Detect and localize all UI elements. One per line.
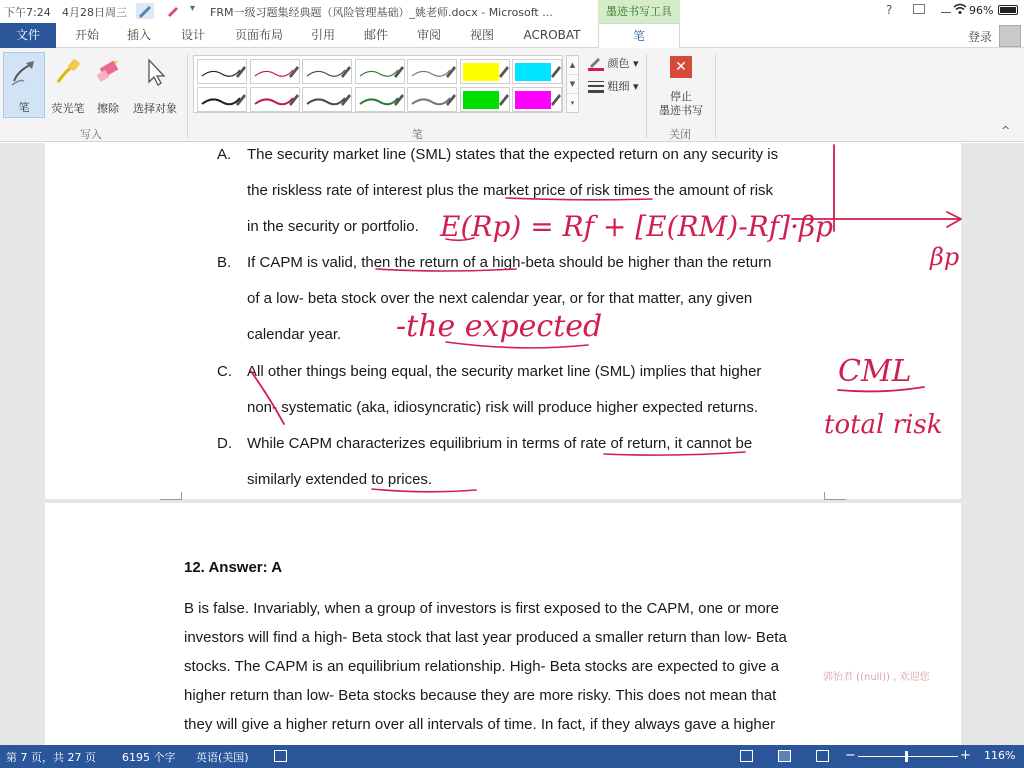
option-c-line-2: non- systematic (aka, idiosyncratic) risk will produce higher expected returns. bbox=[247, 399, 759, 416]
highlighter-quick-icon[interactable] bbox=[164, 3, 182, 19]
answer-line-1: B is false. Invariably, when a group of investors is first exposed to the CAPM, one or more bbox=[184, 600, 779, 617]
pen-swatch[interactable] bbox=[460, 59, 510, 84]
pen-swatch[interactable] bbox=[512, 59, 562, 84]
highlighter-icon bbox=[52, 56, 84, 88]
zoom-level[interactable]: 116% bbox=[984, 749, 1016, 762]
language-indicator[interactable]: 英语(美国) bbox=[196, 751, 249, 764]
pen-swatch[interactable] bbox=[250, 87, 300, 112]
select-cursor-icon bbox=[139, 56, 171, 88]
pen-gallery-scroll[interactable] bbox=[566, 55, 579, 113]
ink-beta-label: βp bbox=[930, 243, 960, 271]
wifi-icon bbox=[953, 3, 967, 18]
status-time: 下午7:24 bbox=[4, 6, 51, 19]
pen-swatch[interactable] bbox=[250, 59, 300, 84]
ribbon-divider bbox=[715, 54, 716, 138]
pen-swatch[interactable] bbox=[197, 87, 247, 112]
pen-swatch[interactable] bbox=[407, 59, 457, 84]
eraser-icon bbox=[92, 56, 124, 88]
crop-mark bbox=[160, 492, 182, 500]
ink-cml-note: CML bbox=[838, 354, 912, 389]
print-layout-icon[interactable] bbox=[778, 750, 791, 762]
answer-line-4: higher return than low- Beta stocks because they are more risky. This does not mean that bbox=[184, 687, 777, 704]
login-link[interactable]: 登录 bbox=[968, 30, 993, 44]
page-count[interactable]: 第 7 页，共 27 页 bbox=[6, 751, 96, 764]
zoom-slider-thumb[interactable] bbox=[905, 751, 908, 762]
web-layout-icon[interactable] bbox=[816, 750, 829, 762]
group-write-label: 写入 bbox=[80, 128, 102, 141]
tab-design[interactable]: 设计 bbox=[180, 28, 205, 42]
close-icon: ✕ bbox=[670, 56, 692, 78]
gallery-more-icon[interactable]: ▾ bbox=[570, 99, 575, 107]
status-bar bbox=[0, 745, 1024, 768]
pen-swatch[interactable] bbox=[407, 87, 457, 112]
pen-tool-button[interactable] bbox=[3, 52, 45, 118]
select-objects-button[interactable] bbox=[127, 52, 183, 118]
stop-inking-label-2: 墨迹书写 bbox=[659, 104, 703, 117]
user-watermark: 郭怡君 ((null)) , 欢迎您 bbox=[823, 672, 930, 683]
option-b-line-1: If CAPM is valid, then the return of a high-beta should be higher than the return bbox=[247, 254, 772, 271]
pen-color-button[interactable]: 颜色 ▾ bbox=[588, 54, 639, 74]
title-bar bbox=[0, 0, 1024, 23]
ribbon bbox=[0, 48, 1024, 142]
ribbon-tabs bbox=[0, 23, 1024, 48]
select-objects-label: 选择对象 bbox=[133, 102, 177, 115]
pen-swatch[interactable] bbox=[302, 87, 352, 112]
tab-mailings[interactable]: 邮件 bbox=[363, 28, 388, 42]
highlighter-tool-button[interactable] bbox=[46, 52, 90, 118]
zoom-in-icon[interactable]: + bbox=[960, 748, 971, 763]
pen-quick-icon[interactable] bbox=[136, 3, 154, 19]
group-pens-label: 笔 bbox=[412, 128, 423, 141]
help-button[interactable]: ? bbox=[886, 3, 893, 17]
avatar[interactable] bbox=[999, 25, 1021, 47]
option-marker: A. bbox=[217, 146, 232, 163]
minimize-icon[interactable] bbox=[941, 12, 951, 13]
option-d-line-1: While CAPM characterizes equilibrium in terms of rate of return, it cannot be bbox=[247, 435, 753, 452]
tab-file[interactable]: 文件 bbox=[0, 23, 56, 48]
pen-swatch[interactable] bbox=[355, 87, 405, 112]
stop-inking-button[interactable] bbox=[652, 54, 710, 120]
pen-thickness-label: 粗细 bbox=[607, 80, 630, 93]
qat-more-icon[interactable]: ▾ bbox=[190, 3, 196, 14]
collapse-ribbon-icon[interactable]: ^ bbox=[1001, 124, 1011, 137]
battery-icon bbox=[998, 5, 1018, 15]
pen-swatch[interactable] bbox=[460, 87, 510, 112]
battery-percent: 96% bbox=[969, 4, 994, 17]
answer-heading: 12. Answer: A bbox=[184, 559, 283, 576]
option-a-line-1: The security market line (SML) states that the expected return on any security is bbox=[247, 146, 779, 163]
answer-line-2: investors will find a high- Beta stock that last year produced a smaller return than low- Beta bbox=[184, 629, 787, 646]
ink-expected-note: -the expected bbox=[396, 309, 603, 344]
tab-view[interactable]: 视图 bbox=[469, 28, 494, 42]
ribbon-divider bbox=[187, 54, 188, 138]
option-a-line-3: in the security or portfolio. bbox=[247, 218, 419, 235]
ink-tools-context-title: 墨迹书写工具 bbox=[598, 0, 680, 23]
pen-swatch[interactable] bbox=[355, 59, 405, 84]
tab-acrobat[interactable]: ACROBAT bbox=[523, 28, 581, 42]
ink-formula: E(Rp) = Rf + [E(RM)-Rf]·βp bbox=[440, 210, 834, 243]
macro-record-icon[interactable] bbox=[274, 750, 287, 762]
pen-swatch[interactable] bbox=[302, 59, 352, 84]
word-count[interactable]: 6195 个字 bbox=[122, 751, 176, 764]
tab-review[interactable]: 审阅 bbox=[416, 28, 441, 42]
ink-total-risk-note: total risk bbox=[824, 410, 943, 440]
crop-mark bbox=[824, 492, 846, 500]
highlighter-tool-label: 荧光笔 bbox=[51, 102, 85, 115]
answer-line-5: they will give a higher return over all intervals of time. In fact, if they always gave a higher bbox=[184, 716, 776, 733]
zoom-slider[interactable] bbox=[858, 756, 958, 757]
zoom-out-icon[interactable]: − bbox=[845, 748, 856, 763]
read-mode-icon[interactable] bbox=[740, 750, 753, 762]
pen-icon bbox=[8, 57, 40, 89]
tab-pens[interactable]: 笔 bbox=[598, 23, 680, 48]
gallery-up-icon[interactable]: ▲ bbox=[567, 56, 578, 75]
option-a-line-2: the riskless rate of interest plus the market price of risk times the amount of risk bbox=[247, 182, 774, 199]
tab-page-layout[interactable]: 页面布局 bbox=[234, 28, 283, 42]
pen-tool-label: 笔 bbox=[18, 101, 30, 114]
tab-home[interactable]: 开始 bbox=[74, 28, 99, 42]
option-marker: D. bbox=[217, 435, 232, 452]
tab-references[interactable]: 引用 bbox=[310, 28, 335, 42]
tab-insert[interactable]: 插入 bbox=[126, 28, 151, 42]
stop-inking-label-1: 停止 bbox=[670, 90, 692, 103]
option-marker: C. bbox=[217, 363, 232, 380]
pen-gallery bbox=[193, 55, 563, 113]
document-title: FRM一级习题集经典题（风险管理基础）_姚老师.docx - Microsoft ... bbox=[210, 6, 553, 19]
option-c-line-1: All other things being equal, the security market line (SML) implies that higher bbox=[247, 363, 762, 380]
pen-swatch[interactable] bbox=[512, 87, 562, 112]
thickness-icon bbox=[588, 80, 604, 94]
status-date: 4月28日周三 bbox=[62, 6, 127, 19]
answer-line-3: stocks. The CAPM is an equilibrium relationship. High- Beta stocks are expected to give a bbox=[184, 658, 780, 675]
option-b-line-2: of a low- beta stock over the next calendar year, or for that matter, any given bbox=[247, 290, 753, 307]
pen-thickness-button[interactable]: 粗细 ▾ bbox=[588, 77, 639, 97]
ribbon-display-icon[interactable] bbox=[913, 4, 925, 14]
pen-swatch[interactable] bbox=[197, 59, 247, 84]
document-area bbox=[0, 143, 1024, 745]
eraser-tool-label: 擦除 bbox=[97, 102, 119, 115]
pen-color-label: 颜色 bbox=[607, 57, 630, 70]
pen-color-icon bbox=[588, 57, 604, 71]
page bbox=[45, 503, 961, 745]
option-d-line-2: similarly extended to prices. bbox=[247, 471, 433, 488]
option-marker: B. bbox=[217, 254, 232, 271]
gallery-down-icon[interactable]: ▼ bbox=[567, 75, 578, 94]
ribbon-divider bbox=[646, 54, 647, 138]
option-b-line-3: calendar year. bbox=[247, 326, 342, 343]
group-close-label: 关闭 bbox=[669, 128, 691, 141]
eraser-tool-button[interactable] bbox=[91, 52, 125, 118]
